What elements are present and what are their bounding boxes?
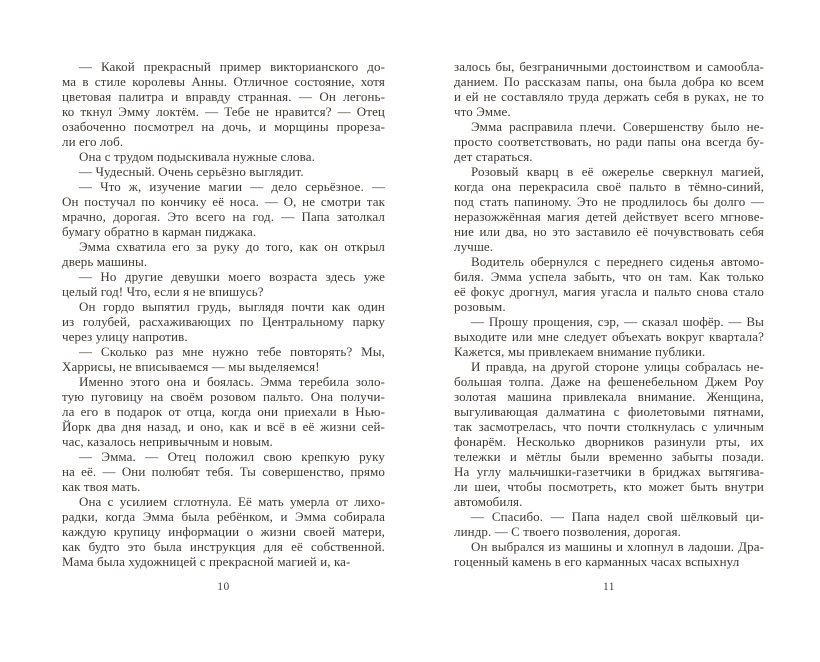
text-line: золотая машина привлекала внимание. Женщина,: [454, 389, 764, 404]
text-line: — Какой прекрасный пример викторианского до-: [79, 59, 385, 74]
text-line: целый год! Что, если я не впишусь?: [62, 284, 264, 299]
paragraph: [454, 59, 764, 119]
page-number-left: 10: [217, 581, 230, 593]
paragraph: [62, 239, 385, 269]
text-line: дверь машины.: [62, 254, 148, 269]
text-line: просто соответствовать, но ради папы она всегда бу-: [454, 134, 764, 149]
text-line: выходите или мне следует объехать вокруг квартала?: [454, 329, 764, 344]
text-line: её фокус дрогнул, магия угасла и пальто снова стало: [454, 284, 764, 299]
text-line: розовым.: [454, 299, 506, 314]
text-line: выгуливающая далматина с фиолетовыми пятнами,: [454, 404, 764, 419]
paragraph: [454, 254, 764, 314]
text-line: бумагу обратно в карман пиджака.: [62, 224, 257, 239]
page-right: [420, 0, 820, 662]
text-line: радки, когда Эмма была ребёнком, и Эмма собирала: [62, 509, 385, 524]
text-line: Розовый кварц в её ожерелье сверкнул магией,: [471, 164, 764, 179]
page-number-right: 11: [602, 581, 616, 593]
text-line: час, казалось непривычным и новым.: [62, 434, 273, 449]
text-line: Эмма схватила его за руку до того, как он открыл: [79, 239, 385, 254]
text-line: И правда, на другой стороне улицы собралась не-: [471, 359, 764, 374]
paragraph: [62, 269, 385, 299]
paragraph: [62, 494, 385, 569]
text-line: залось бы, безграничными достоинством и самообла-: [454, 59, 764, 74]
text-line: под стать папиному. Это не продлилось бы долго —: [454, 194, 764, 209]
text-line: мрачно, дорогая. Это всего на год. — Папа затолкал: [62, 209, 385, 224]
text-line: фонарём. Несколько дворников разинули рты, их: [454, 434, 764, 449]
text-line: тележки и мётлы были временно забыты позади.: [454, 449, 764, 464]
paragraph: [62, 374, 385, 449]
text-line: — Эмма. — Отец положил свою крепкую руку: [79, 449, 385, 464]
text-line: гоценный камень в его карманных часах вспыхнул: [454, 554, 740, 569]
text-line: — Прошу прощения, сэр, — сказал шофёр. — Вы: [471, 314, 764, 329]
text-line: Он постучал по кончику её носа. — О, не смотри так: [62, 194, 385, 209]
paragraph: [62, 344, 385, 374]
text-line: Она с усилием сглотнула. Её мать умерла от лихо-: [79, 494, 385, 509]
paragraph: [62, 149, 385, 164]
text-line: Харрисы, не вписываемся — мы выделяемся!: [62, 359, 320, 374]
text-line: когда она перекрасила своё пальто в тёмно-синий,: [454, 179, 764, 194]
paragraph: [454, 539, 764, 569]
text-line: ко ткнул Эмму локтём. — Тебе не нравится? — Отец: [62, 104, 385, 119]
text-line: Он выбрался из машины и хлопнул в ладоши. Дра-: [471, 539, 764, 554]
text-line: на её. — Они полюбят тебя. Ты совершенство, прямо: [62, 464, 385, 479]
text-line: тую пуговицу на своём розовом пальто. Она получи-: [62, 389, 385, 404]
text-line: через улицу напротив.: [62, 329, 188, 344]
paragraph: [454, 314, 764, 359]
paragraph: [62, 449, 385, 494]
paragraph: [62, 179, 385, 239]
text-line: — Но другие девушки моего возраста здесь уже: [79, 269, 385, 284]
paragraph: [62, 164, 385, 179]
text-line: Именно этого она и боялась. Эмма теребила золо-: [79, 374, 385, 389]
text-line: ма в стиле королевы Анны. Отличное состояние, хотя: [62, 74, 385, 89]
paragraph: [454, 359, 764, 509]
text-line: дет стараться.: [454, 149, 533, 164]
text-line: Йорк два дня назад, и оно, как и всё в её жизни сей-: [62, 419, 385, 434]
text-line: лучше.: [454, 239, 494, 254]
text-line: неразожжённая магия детей действует всего мгнове-: [454, 209, 764, 224]
text-line: озабоченно посмотрел на дочь, и морщины прореза-: [62, 119, 385, 134]
text-line: Эмма расправила плечи. Совершенству было не-: [471, 119, 764, 134]
text-line: из голубей, расхаживающих по Центральному парку: [62, 314, 385, 329]
text-line: ли шеи, чтобы посмотреть, кто может быть внутри: [454, 479, 764, 494]
text-line: и ей не составляло труда держать себя в руках, не то: [454, 89, 764, 104]
text-line: биля. Эмма успела забыть, что он там. Как только: [454, 269, 764, 284]
text-block-left: [62, 59, 385, 569]
text-line: линдр. — С твоего позволения, дорогая.: [454, 524, 681, 539]
text-line: — Спасибо. — Папа надел свой шёлковый ци-: [471, 509, 764, 524]
text-line: Он гордо выпятил грудь, выглядя почти как один: [79, 299, 385, 314]
text-line: ние или два, но это заставило её почувствовать себя: [454, 224, 764, 239]
text-block-right: [454, 59, 764, 569]
text-line: — Сколько раз мне нужно тебе повторять? Мы,: [79, 344, 385, 359]
text-line: — Чудесный. Очень серьёзно выглядит.: [79, 164, 304, 179]
text-line: так засмотрелась, что почти столкнулась с уличным: [454, 419, 764, 434]
text-line: каждую крупицу информации о жизни своей матери,: [62, 524, 385, 539]
paragraph: [62, 299, 385, 344]
text-line: На углу мальчишки-газетчики в бриджах вытягива-: [454, 464, 764, 479]
text-line: цветовая палитра и вправду странная. — Он легонь-: [62, 89, 385, 104]
text-line: Водитель обернулся с переднего сиденья автомо-: [471, 254, 764, 269]
paragraph: [62, 59, 385, 149]
text-line: Кажется, мы привлекаем внимание публики.: [454, 344, 706, 359]
text-line: ла его в подарок от отца, когда они приехали в Нью-: [62, 404, 385, 419]
text-line: Мама была художницей с прекрасной магией и, ка-: [62, 554, 351, 569]
text-line: — Что ж, изучение магии — дело серьёзное. —: [79, 179, 385, 194]
text-line: автомобиля.: [454, 494, 523, 509]
paragraph: [454, 119, 764, 164]
text-line: что Эмме.: [454, 104, 511, 119]
paragraph: [454, 509, 764, 539]
paragraph: [454, 164, 764, 254]
text-line: ли его лоб.: [62, 134, 124, 149]
text-line: как будто это была инструкция для её собственной.: [62, 539, 385, 554]
text-line: большая толпа. Даже на фешенебельном Джем Роу: [454, 374, 764, 389]
text-line: как твоя мать.: [62, 479, 141, 494]
text-line: данием. По рассказам папы, она была добра ко всем: [454, 74, 764, 89]
text-line: Она с трудом подыскивала нужные слова.: [79, 149, 315, 164]
